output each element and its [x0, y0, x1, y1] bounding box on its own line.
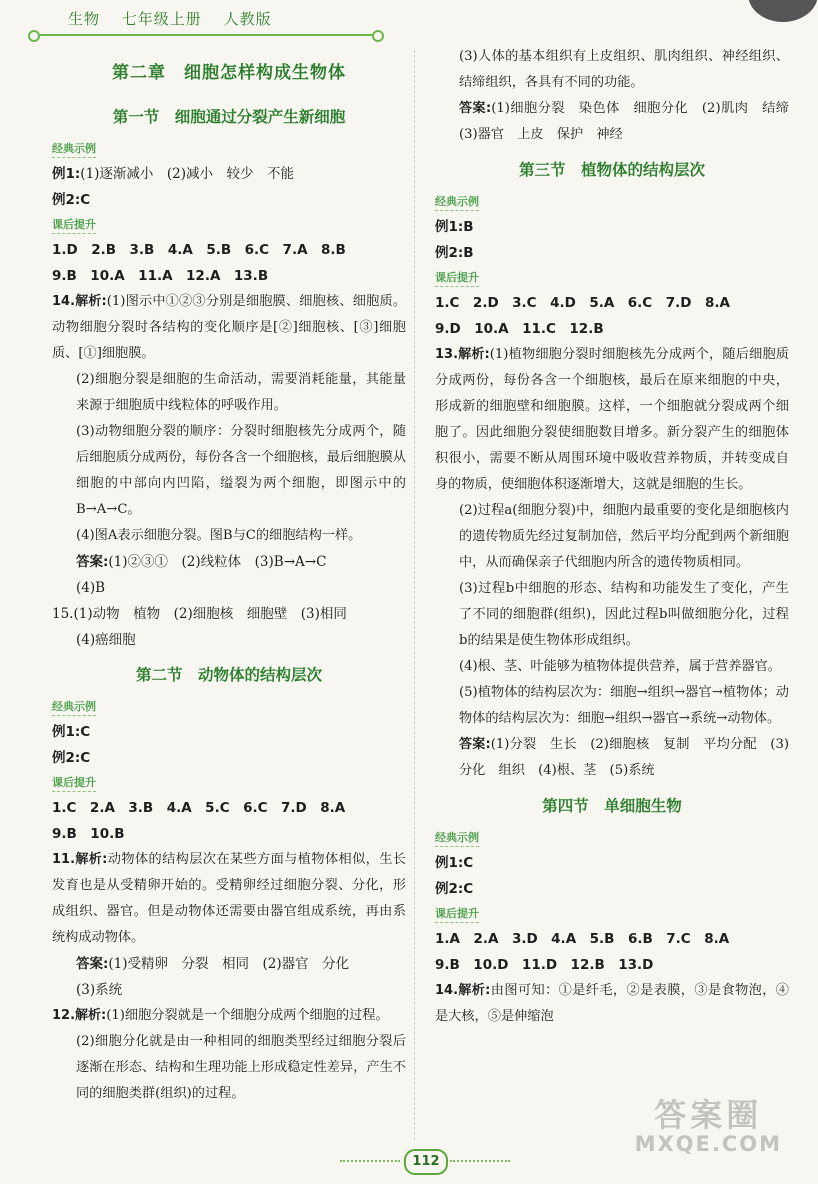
answer-row: 9.B 10.A 11.A 12.A 13.B — [52, 268, 269, 284]
answer-row: 9.B 10.B — [52, 826, 125, 842]
answer-row: 1.A 2.A 3.D 4.A 5.B 6.B 7.C 8.A — [435, 931, 730, 947]
header-dot-right — [372, 30, 384, 42]
question-12-p1: 12.解析:(1)细胞分裂就是一个细胞分成两个细胞的过程。 — [52, 1008, 389, 1023]
question-11-answer-cont: (3)系统 — [76, 982, 123, 998]
question-13-p4: (4)根、茎、叶能够为植物体提供营养，属于营养器官。 — [459, 659, 781, 674]
continued-paragraph: (3)人体的基本组织有上皮组织、肌肉组织、神经组织、结缔组织，各具有不同的功能。 — [459, 49, 789, 90]
example-2: 例2:C — [52, 192, 91, 208]
header-rule — [36, 34, 376, 36]
question-11: 11.解析:动物体的结构层次在某些方面与植物体相似，生长发育也是从受精卵开始的。受精卵经过细胞分裂、分化，形成组织、器官。但是动物体还需要由器官组成系统，再由系统构成动物体。 — [52, 852, 406, 945]
tag-examples: 经典示例 — [435, 829, 479, 847]
question-13-answer: 答案:(1)分裂 生长 (2)细胞核 复制 平均分配 (3)分化 组织 (4)根、茎 (5)系统 — [459, 737, 789, 778]
right-column — [435, 44, 803, 1030]
tag-examples: 经典示例 — [52, 140, 96, 158]
question-14-answer: 答案:(1)②③① (2)线粒体 (3)B→A→C — [76, 554, 327, 570]
tag-examples: 经典示例 — [435, 193, 479, 211]
column-divider — [414, 50, 415, 1140]
corner-tab — [748, 0, 818, 22]
example-1: 例1:C — [52, 724, 91, 740]
section-title-4: 第四节 单细胞生物 — [542, 797, 682, 815]
question-11-answer: 答案:(1)受精卵 分裂 相同 (2)器官 分化 — [76, 956, 350, 972]
footer-rule-left — [340, 1160, 400, 1162]
question-14-p2: (2)细胞分裂是细胞的生命活动，需要消耗能量，其能量来源于细胞质中线粒体的呼吸作用。 — [76, 372, 406, 413]
question-15-cont: (4)癌细胞 — [76, 632, 136, 648]
tag-examples: 经典示例 — [52, 698, 96, 716]
footer-rule-right — [450, 1160, 510, 1162]
example-2: 例2:C — [52, 750, 91, 766]
left-column — [52, 52, 406, 1107]
chapter-title: 第二章 细胞怎样构成生物体 — [112, 63, 346, 83]
header-dot-left — [28, 30, 40, 42]
answer-row: 1.C 2.A 3.B 4.A 5.C 6.C 7.D 8.A — [52, 800, 346, 816]
question-14-p1: 14.解析:(1)图示中①②③分别是细胞膜、细胞核、细胞质。动物细胞分裂时各结构的变化顺序是[②]细胞核、[③]细胞质、[①]细胞膜。 — [52, 294, 406, 361]
question-13-p1: 13.解析:(1)植物细胞分裂时细胞核先分成两个，随后细胞质分成两份，每份各含一个细胞核，最后在原来细胞的中央，形成新的细胞壁和细胞膜。这样，一个细胞就分裂成两个细胞了。因此细胞分裂使细胞数目增多。新分裂产生的细胞体积很小，需要不断从周围环境中吸收营养物质，并转变成自身的物质，使细胞体积逐渐增大，这就是细胞的生长。 — [435, 347, 789, 492]
example-2: 例2:C — [435, 881, 474, 897]
example-1: 例1:C — [435, 855, 474, 871]
example-1: 例1:(1)逐渐减小 (2)减小 较少 不能 — [52, 166, 295, 182]
header-subject: 生物 — [68, 10, 101, 28]
tag-practice: 课后提升 — [435, 269, 479, 287]
page-number: 112 — [404, 1149, 448, 1175]
question-14: 14.解析:由图可知：①是纤毛，②是表膜，③是食物泡，④是大核，⑤是伸缩泡 — [435, 983, 789, 1024]
continued-answer: 答案:(1)细胞分裂 染色体 细胞分化 (2)肌肉 结缔 (3)器官 上皮 保护 神经 — [459, 101, 803, 142]
question-13-p3: (3)过程b中细胞的形态、结构和功能发生了变化，产生了不同的细胞群(组织)，因此过程b叫做细胞分化，过程b的结果是使生物体形成组织。 — [459, 581, 789, 648]
header-text — [68, 8, 288, 29]
watermark — [635, 1090, 782, 1156]
section-title-1: 第一节 细胞通过分裂产生新细胞 — [112, 108, 346, 126]
answer-row: 9.B 10.D 11.D 12.B 13.D — [435, 957, 654, 973]
example-1: 例1:B — [435, 219, 474, 235]
answer-row: 9.D 10.A 11.C 12.B — [435, 321, 604, 337]
question-12-p2: (2)细胞分化就是由一种相同的细胞类型经过细胞分裂后逐渐在形态、结构和生理功能上形成稳定性差异，产生不同的细胞类群(组织)的过程。 — [76, 1034, 406, 1101]
question-13-p2: (2)过程a(细胞分裂)中，细胞内最重要的变化是细胞核内的遗传物质先经过复制加倍，然后平均分配到两个新细胞中，从而确保亲子代细胞内所含的遗传物质相同。 — [459, 503, 789, 570]
example-2: 例2:B — [435, 245, 474, 261]
question-14-p3: (3)动物细胞分裂的顺序：分裂时细胞核先分成两个，随后细胞质分成两份，每份各含一个细胞核，最后细胞膜从细胞的中部向内凹陷，缢裂为两个细胞，即图示中的B→A→C。 — [76, 424, 406, 517]
question-15: 15.(1)动物 植物 (2)细胞核 细胞壁 (3)相同 — [52, 606, 347, 622]
watermark-top: 答案圈 — [654, 1096, 763, 1134]
answer-row: 1.D 2.B 3.B 4.A 5.B 6.C 7.A 8.B — [52, 242, 346, 258]
answer-row: 1.C 2.D 3.C 4.D 5.A 6.C 7.D 8.A — [435, 295, 730, 311]
header-edition: 人教版 — [223, 10, 272, 28]
page-header — [0, 0, 800, 48]
question-14-answer-cont: (4)B — [76, 580, 106, 596]
header-grade: 七年级上册 — [121, 10, 202, 28]
section-title-3: 第三节 植物体的结构层次 — [518, 161, 705, 179]
watermark-bottom: MXQE.COM — [634, 1132, 782, 1156]
tag-practice: 课后提升 — [52, 216, 96, 234]
question-13-p5: (5)植物体的结构层次为：细胞→组织→器官→植物体；动物体的结构层次为：细胞→组织→器官→系统→动物体。 — [459, 685, 789, 726]
section-title-2: 第二节 动物体的结构层次 — [135, 666, 322, 684]
tag-practice: 课后提升 — [435, 905, 479, 923]
tag-practice: 课后提升 — [52, 774, 96, 792]
question-14-p4: (4)图A表示细胞分裂。图B与C的细胞结构一样。 — [76, 528, 362, 543]
